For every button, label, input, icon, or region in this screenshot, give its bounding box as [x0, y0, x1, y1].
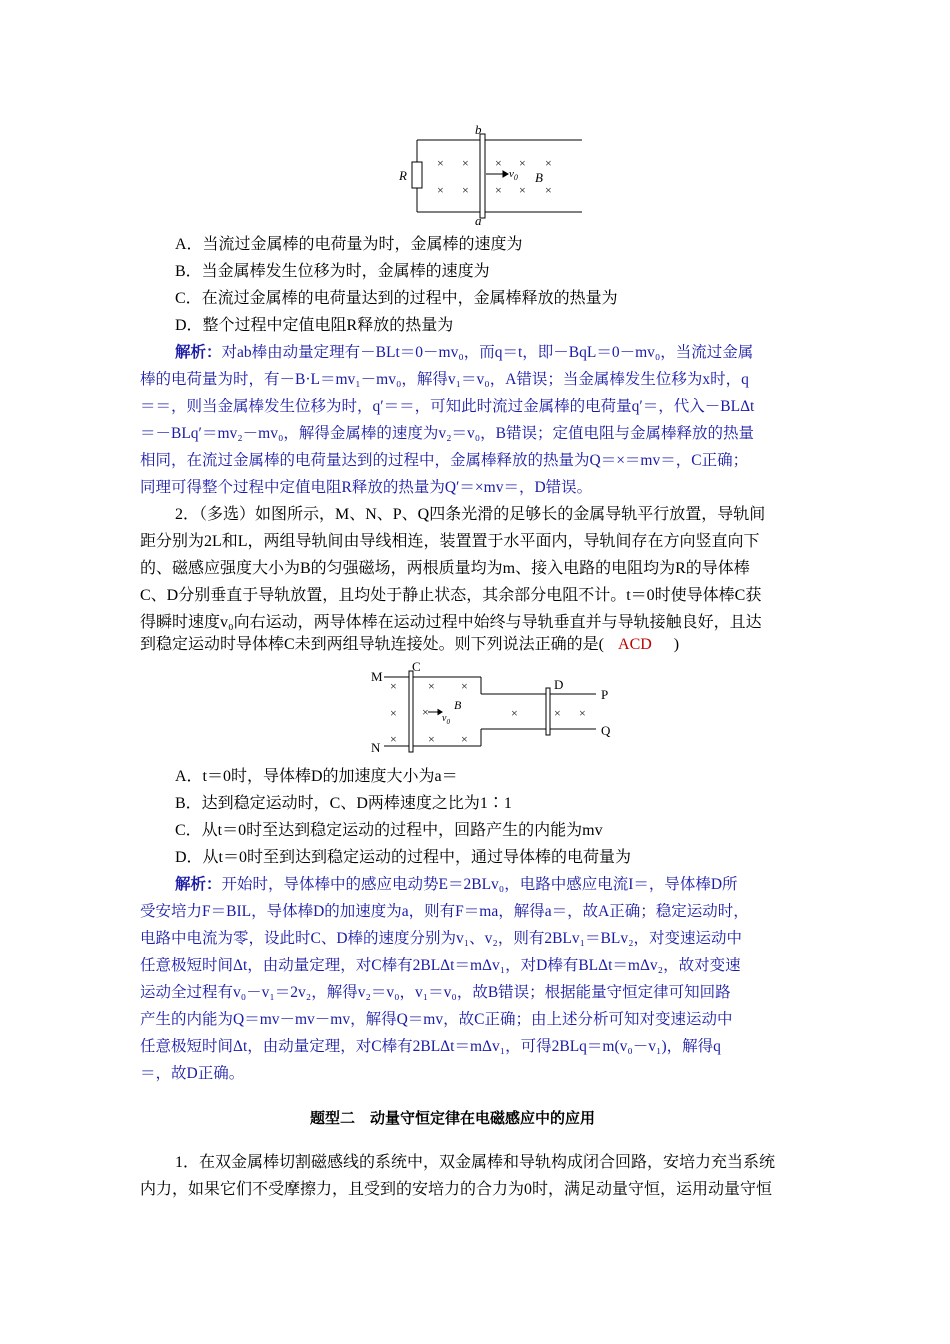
q1-option-b: B．当金属棒发生位移为时，金属棒的速度为	[175, 263, 490, 280]
label-D: D	[554, 677, 564, 692]
field-cross: ×	[554, 706, 561, 720]
field-cross: ×	[461, 732, 468, 746]
field-cross: ×	[390, 706, 397, 720]
section-paragraph-line: 内力，如果它们不受摩擦力，且受到的安培力的合力为0时，满足动量守恒，运用动量守恒	[140, 1181, 773, 1198]
q2-analysis-line: 任意极短时间Δt，由动量定理，对C棒有2BLΔt＝mΔv₁，对D棒有BLΔt＝mΔv₂，故对变速	[140, 957, 741, 974]
field-cross: ×	[545, 156, 552, 170]
q1-analysis-line: ＝＝，则当金属棒发生位移为时，q′＝＝，可知此时流过金属棒的电荷量q′＝，代入－BLΔt	[140, 398, 755, 415]
q2-option-a: A．t＝0时，导体棒D的加速度大小为a＝	[175, 768, 458, 785]
analysis-label: 解析：	[175, 344, 222, 361]
q2-stem-line: 的、磁感应强度大小为B的匀强磁场，两根质量均为m、接入电路的电阻均为R的导体棒	[140, 560, 750, 577]
label-a: a	[475, 213, 482, 227]
q1-option-a: A．当流过金属棒的电荷量为时，金属棒的速度为	[175, 236, 523, 253]
label-C: C	[412, 659, 421, 674]
q2-analysis-line: 产生的内能为Q＝mv－mv－mv，解得Q＝mv，故C正确；由上述分析可知对变速运动中	[140, 1011, 733, 1028]
q2-stem-line: 距分别为2L和L，两组导轨间由导线相连，装置置于水平面内，导轨间存在方向竖直向下	[140, 533, 760, 550]
field-cross: ×	[461, 679, 468, 693]
q1-analysis-line: 棒的电荷量为时，有－B·L＝mv₁－mv₀，解得v₁＝v₀，A错误；当金属棒发生位移为x时，q	[140, 371, 749, 388]
figure-rail-resistor	[395, 122, 590, 227]
label-P: P	[601, 687, 609, 702]
q1-analysis-line: ＝－BLq′＝mv₂－mv₀，解得金属棒的速度为v₂＝v₀，B错误；定值电阻与金属棒释放的热量	[140, 425, 755, 442]
field-cross: ×	[422, 705, 429, 719]
field-cross: ×	[462, 156, 469, 170]
field-cross: ×	[511, 706, 518, 720]
field-cross: ×	[428, 679, 435, 693]
field-cross: ×	[462, 183, 469, 197]
q2-analysis-line: 解析：开始时，导体棒中的感应电动势E＝2BLv₀，电路中感应电流I＝，导体棒D所	[175, 876, 738, 893]
q2-analysis-line: 运动全过程有v₀－v₁＝2v₂，解得v₂＝v₀，v₁＝v₀，故B错误；根据能量守恒定律可知回路	[140, 984, 731, 1001]
field-cross: ×	[519, 156, 526, 170]
label-v0: $v_0$	[509, 168, 518, 182]
q2-option-c: C．从t＝0时至达到稳定运动的过程中，回路产生的内能为mv	[175, 822, 603, 839]
field-cross: ×	[437, 156, 444, 170]
q1-option-d: D．整个过程中定值电阻R释放的热量为	[175, 317, 454, 334]
q2-analysis-line: 受安培力F＝BIL，导体棒D的加速度为a，则有F＝ma，解得a＝，故A正确；稳定运动时，	[140, 903, 749, 920]
q2-analysis-line: ＝，故D正确。	[140, 1065, 245, 1082]
label-B: B	[454, 698, 462, 712]
field-cross: ×	[428, 732, 435, 746]
q2-option-d: D．从t＝0时至到达到稳定运动的过程中，通过导体棒的电荷量为	[175, 849, 632, 866]
field-cross: ×	[545, 183, 552, 197]
label-R: R	[399, 168, 407, 183]
field-cross: ×	[495, 183, 502, 197]
q2-analysis-line: 任意极短时间Δt，由动量定理，对C棒有2BLΔt＝mΔv₁，可得2BLq＝m(v₀－v₁)，解得q	[140, 1038, 721, 1055]
q2-stem-line: 2．（多选）如图所示，M、N、P、Q四条光滑的足够长的金属导轨平行放置，导轨间	[175, 506, 766, 523]
q1-option-c: C．在流过金属棒的电荷量达到的过程中，金属棒释放的热量为	[175, 290, 618, 307]
section-title: 题型二 动量守恒定律在电磁感应中的应用	[310, 1109, 596, 1127]
label-b: b	[475, 122, 482, 137]
field-cross: ×	[495, 156, 502, 170]
q1-analysis-line: 同理可得整个过程中定值电阻R释放的热量为Q′＝×mv＝，D错误。	[140, 479, 593, 496]
field-cross: ×	[390, 679, 397, 693]
label-B: B	[535, 170, 543, 185]
field-cross: ×	[390, 732, 397, 746]
q2-stem-line: 到稳定运动时导体棒C未到两组导轨连接处。则下列说法正确的是( ACD )	[140, 636, 680, 653]
figure-double-rail	[366, 659, 626, 759]
section-paragraph-line: 1．在双金属棒切割磁感线的系统中，双金属棒和导轨构成闭合回路，安培力充当系统	[175, 1154, 776, 1171]
q2-stem-line: C、D分别垂直于导轨放置，且均处于静止状态，其余部分电阻不计。t＝0时使导体棒C获	[140, 587, 762, 604]
q1-analysis-line: 解析：对ab棒由动量定理有－BLt＝0－mv₀，而q＝t，即－BqL＝0－mv₀，当流过金属	[175, 344, 754, 361]
q2-stem-line: 得瞬时速度v₀向右运动，两导体棒在运动过程中始终与导轨垂直并与导轨接触良好，且达	[140, 614, 762, 631]
q2-analysis-line: 电路中电流为零，设此时C、D棒的速度分别为v₁、v₂，则有2BLv₁＝BLv₂，对变速运动中	[140, 930, 743, 947]
q1-analysis-line: 相同，在流过金属棒的电荷量达到的过程中，金属棒释放的热量为Q＝×＝mv＝，C正确；	[140, 452, 749, 469]
analysis-label: 解析：	[175, 876, 222, 893]
field-cross: ×	[579, 706, 586, 720]
field-cross: ×	[519, 183, 526, 197]
label-N: N	[371, 740, 381, 755]
label-M: M	[371, 669, 383, 684]
q2-option-b: B．达到稳定运动时，C、D两棒速度之比为1∶1	[175, 795, 512, 812]
label-v0: $v_0$	[442, 713, 450, 726]
label-Q: Q	[601, 723, 611, 738]
q2-answer: ACD	[618, 636, 652, 653]
field-cross: ×	[437, 183, 444, 197]
